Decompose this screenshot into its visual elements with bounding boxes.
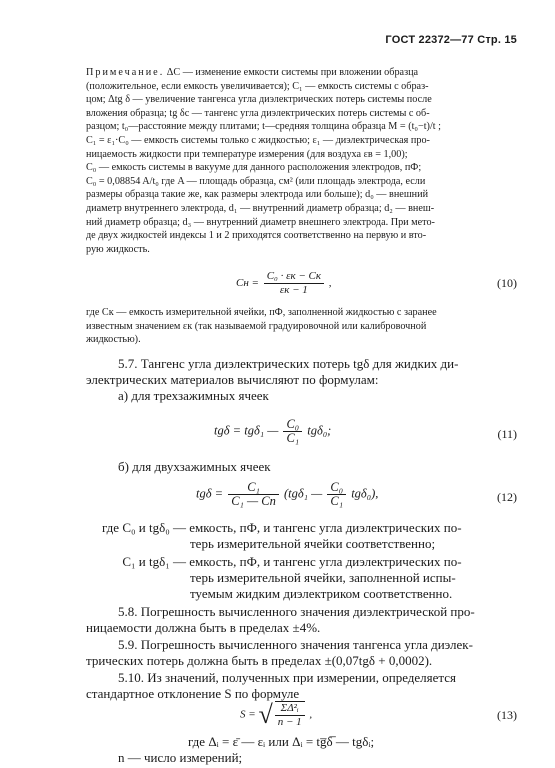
section-5-7	[86, 356, 518, 403]
eq13-number: (13)	[497, 708, 517, 722]
item-b-block	[86, 459, 518, 475]
after10-line-3: жидкостью).	[86, 334, 141, 346]
eq11-fraction	[283, 418, 302, 445]
eq11-number: (11)	[497, 427, 517, 441]
eq12-numerator-1: C₁	[228, 481, 279, 495]
note-label: Примечание.	[86, 67, 165, 78]
eq11-numerator: C₀	[283, 418, 302, 432]
item-b: б) для двухзажимных ячеек	[118, 459, 271, 474]
def2-text-1: емкость, пФ, и тангенс угла диэлектрических по-	[189, 554, 462, 569]
item-a: а) для трехзажимных ячеек	[118, 387, 269, 403]
eq12-fraction-2	[327, 481, 346, 508]
eq12-numerator-2: C₀	[327, 481, 346, 495]
note-line-1	[86, 66, 518, 80]
equation-12	[196, 481, 378, 508]
note-line-5: разцом; t₀—расстояние между плитами; t—средняя толщина образца M = (t₀−t)/t ;	[86, 121, 441, 133]
note-line-4: вложения образца; tg δc — тангенс угла диэлектрических потерь системы с об-	[86, 107, 430, 119]
equation-11	[214, 418, 331, 445]
s57-line-1: 5.7. Тангенс угла диэлектрических потерь tgδ для жидких ди-	[118, 356, 459, 371]
definition-2	[86, 554, 518, 601]
def1-text-1: емкость, пФ, и тангенс угла диэлектрических по-	[189, 520, 462, 535]
eq12-tail: tgδ₀),	[351, 486, 379, 501]
def2-text-3: туемым жидким диэлектриком соответственно.	[190, 585, 453, 601]
section-5-10	[86, 670, 518, 702]
note-line-12: ний диаметр образца; d₃ — внутренний диаметр внешнего электрода. При мето-	[86, 216, 435, 228]
eq11-lhs: tgδ = tgδ₁ —	[214, 423, 279, 438]
def2-line-1	[86, 554, 518, 570]
note-line-10: размеры образца такие же, как размеры электрода или больше); d₀ — внешний	[86, 189, 429, 201]
def2-symbol: C₁ и tgδ₁ —	[122, 554, 186, 569]
note-line-13: де двух жидкостей индексы 1 и 2 приходятся соответственно на первую и вто-	[86, 230, 427, 242]
note-line-11: диаметр внутреннего электрода, d₁ — внутренний диаметр образца; d₂ — внеш-	[86, 202, 435, 214]
s59-line-2: трических потерь должна быть в пределах ±(0,07tgδ + 0,0002).	[86, 652, 433, 668]
last-line: n — число измерений;	[118, 750, 243, 765]
page-header: ГОСТ 22372—77 Стр. 15	[385, 34, 517, 46]
eq12-denominator-2: C₁	[330, 494, 344, 508]
eq10-number: (10)	[497, 276, 517, 290]
eq11-tail: tgδ₀;	[307, 423, 332, 438]
after10-line-2: известным значением εк (так называемой градуировочной или калибровочной	[86, 320, 427, 332]
sqrt-icon: √	[258, 700, 273, 729]
def1-symbol: где C₀ и tgδ₀ —	[102, 520, 186, 535]
s59-line-1: 5.9. Погрешность вычисленного значения тангенса угла диэлек-	[118, 637, 473, 652]
eq13-numerator: ΣΔ²ᵢ	[275, 702, 305, 716]
eq10-tail: ,	[328, 277, 332, 290]
equation-10	[236, 270, 332, 297]
eq12-lhs: tgδ =	[196, 486, 224, 501]
after-eq10	[86, 306, 518, 347]
eq12-fraction-1	[228, 481, 279, 508]
s58-line-2: ницаемости должна быть в пределах ±4%.	[86, 619, 321, 635]
s57-line-2: электрических материалов вычисляют по формулам:	[86, 371, 379, 387]
note-line-1-text: ΔC — изменение емкости системы при вложении образца	[166, 67, 419, 78]
eq13-denominator: n − 1	[277, 716, 302, 728]
after-eq13: где Δᵢ = ε̄ — εᵢ или Δᵢ = tg̅δ̅ — tgδᵢ;	[188, 734, 375, 749]
section-5-9	[86, 637, 518, 669]
eq13-lhs: S =	[240, 708, 256, 721]
eq13-fraction	[275, 701, 305, 729]
section-5-8	[86, 604, 518, 636]
definition-1	[86, 520, 518, 552]
eq10-numerator: C₀ · εк − Cк	[264, 270, 324, 284]
note-line-14: рую жидкость.	[86, 243, 150, 255]
eq10-lhs: Cн =	[236, 277, 259, 290]
note-line-6: C₁ = ε₁·C₀ — емкость системы только с жидкостью; ε₁ — диэлектрическая про-	[86, 134, 430, 146]
eq10-fraction	[264, 270, 324, 297]
equation-13	[240, 700, 312, 730]
s58-line-1: 5.8. Погрешность вычисленного значения диэлектрической про-	[118, 604, 475, 619]
eq11-denominator: C₁	[286, 431, 300, 445]
s510-line-2: стандартное отклонение S по формуле	[86, 685, 300, 701]
eq12-denominator-1: C₁ — Cп	[231, 494, 276, 508]
note-line-2: (положительное, если емкость увеличивается); C₁ — емкость системы с образ-	[86, 80, 429, 92]
note-line-7: ницаемость жидкости при температуре измерения (для воздуха εв = 1,00);	[86, 148, 408, 160]
note-line-3: цом; Δtg δ — увеличение тангенса угла диэлектрических потерь системы после	[86, 94, 432, 106]
eq10-denominator: εк − 1	[279, 284, 308, 296]
eq13-tail: ,	[309, 708, 313, 721]
def1-text-2: терь измерительной ячейки соответственно;	[190, 535, 436, 551]
eq12-number: (12)	[497, 490, 517, 504]
def1-line-1	[86, 520, 518, 536]
after10-line-1: где Cк — емкость измерительной ячейки, пФ, заполненной жидкостью с заранее	[86, 307, 437, 318]
s510-line-1: 5.10. Из значений, полученных при измерении, определяется	[118, 670, 456, 685]
def2-text-2: терь измерительной ячейки, заполненной испы-	[190, 569, 456, 585]
note-block	[86, 66, 518, 256]
eq12-mid: (tgδ₁ —	[283, 486, 323, 501]
note-line-8: C₀ — емкость системы в вакууме для данного расположения электродов, пФ;	[86, 162, 422, 174]
note-line-9: C₀ = 0,08854 A/t₀ где A — площадь образца, см² (или площадь электрода, если	[86, 175, 426, 187]
